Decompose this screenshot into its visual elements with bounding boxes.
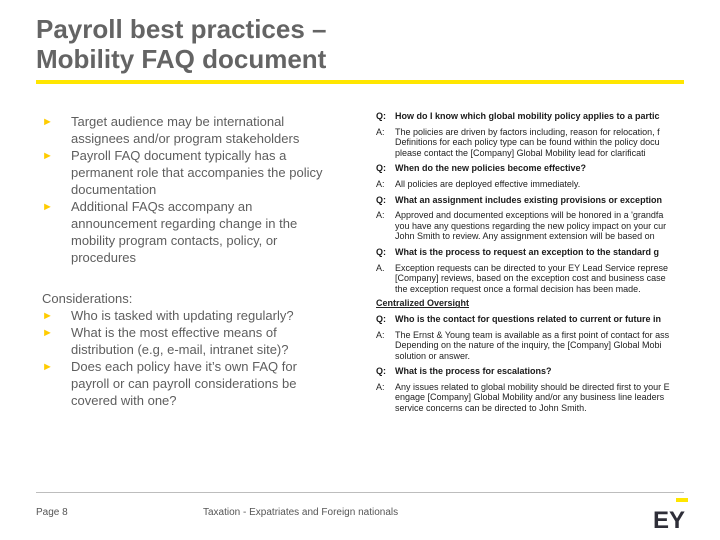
faq-row-text: [Company] reviews, based on the exception cost and business case [395,273,666,284]
faq-answer-row [376,137,671,148]
faq-row-label: A: [376,178,385,189]
faq-answer-row [376,351,671,362]
faq-row-label: Q: [376,366,386,377]
faq-row-label [376,137,395,148]
triangle-bullet-icon: ► [42,327,53,339]
footer-divider [36,492,684,493]
faq-question-row [376,366,671,377]
faq-row-text: John Smith to review. Any assignment extension will be based on [395,231,655,242]
faq-row-text: service concerns can be directed to John Smith. [395,403,587,414]
faq-row-label [376,284,395,295]
faq-answer-row [376,127,671,138]
faq-question-row [376,163,671,174]
faq-row-label [376,221,395,232]
faq-row-label: A: [376,381,385,392]
faq-row-label [376,340,395,351]
faq-row-text: Any issues related to global mobility should be directed first to your E [395,381,670,392]
faq-answer-row [376,263,671,274]
faq-row-text: solution or answer. [395,350,471,361]
triangle-bullet-icon: ► [42,310,53,322]
faq-row-label: A. [376,262,385,273]
faq-question-row [376,111,671,122]
faq-answer-row [376,284,671,295]
faq-row-label [376,351,395,362]
faq-answer-row [376,382,671,393]
faq-answer-row [376,340,671,351]
faq-row-label: Q: [376,246,386,257]
faq-row-label: A: [376,210,385,221]
bullet-item: ► Payroll FAQ document typically has a permanent role that accompanies the policy documentation [42,148,323,197]
triangle-bullet-icon: ► [42,361,53,373]
faq-row-text: All policies are deployed effective immediately. [395,178,581,189]
faq-row-text: What is the process for escalations? [395,366,552,377]
faq-answer-row [376,221,671,232]
faq-document-excerpt [376,106,671,488]
faq-row-text: Who is the contact for questions related to current or future in [395,313,662,324]
faq-answer-row [376,148,671,159]
faq-row-label [376,273,395,284]
bullet-item: ► Additional FAQs accompany an announcement regarding change in the mobility program contacts, policy, or procedures [42,199,298,265]
faq-row-text: The Ernst & Young team is available as a first point of contact for ass [395,329,670,340]
title-line-1: Payroll best practices – [36,14,327,44]
faq-row-text: engage [Company] Global Mobility and/or any business line leaders [395,392,665,403]
bullet-item: ► Target audience may be international assignees and/or program stakeholders [42,114,300,146]
faq-question-row [376,195,671,206]
footer-caption: Taxation - Expatriates and Foreign nationals [203,507,399,518]
bullet-item: ► Who is tasked with updating regularly? [42,308,294,323]
triangle-bullet-icon: ► [42,116,53,128]
triangle-bullet-icon: ► [42,150,53,162]
faq-row-label [376,231,395,242]
faq-row-text: the exception request once a formal decision has been made. [395,283,641,294]
faq-row-text: you have any questions regarding the new policy impact on your cur [395,220,667,231]
faq-answer-row [376,330,671,341]
faq-row-label: Q: [376,194,386,205]
faq-answer-row [376,392,671,403]
faq-row-text: Approved and documented exceptions will be honored in a 'grandfa [395,210,664,221]
page-number: Page 8 [36,507,68,518]
faq-row-text: Definitions for each policy type can be found within the policy docu [395,137,660,148]
faq-row-label: A: [376,126,385,137]
slide-title [36,14,436,74]
ey-logo-icon [652,498,688,530]
faq-question-row [376,314,671,325]
faq-row-text: How do I know which global mobility policy applies to a partic [395,111,660,121]
faq-row-text: Depending on the nature of the inquiry, the [Company] Global Mobi [395,340,662,351]
faq-row-label [376,392,395,403]
faq-row-text: please contact the [Company] Global Mobility lead for clarificati [395,147,646,158]
considerations-heading: Considerations: [42,291,133,306]
faq-answer-row [376,179,671,190]
faq-row-label: Q: [376,163,386,174]
faq-row-text: What is the process to request an exception to the standard g [395,246,660,257]
faq-row-text: Exception requests can be directed to your EY Lead Service represe [395,262,668,273]
faq-question-row [376,247,671,258]
left-text-column [42,113,332,409]
faq-answer-row [376,210,671,221]
bullet-list [42,113,332,266]
faq-row-text: When do the new policies become effective? [395,163,587,174]
logo-text: EY [653,507,686,530]
faq-row-label: Q: [376,313,386,324]
faq-row-label: Q: [376,111,386,121]
faq-section-heading: Centralized Oversight [376,298,470,309]
faq-row-text: What an assignment includes existing provisions or exception [395,194,663,205]
triangle-bullet-icon: ► [42,201,53,213]
faq-row-label [376,403,395,414]
faq-answer-row [376,273,671,284]
title-underline [36,80,684,84]
bullet-item: ► Does each policy have it’s own FAQ for payroll or can payroll considerations be covered with one? [42,359,297,408]
title-line-2: Mobility FAQ document [36,44,327,74]
faq-row-label: A: [376,329,385,340]
bullet-item: ► What is the most effective means of distribution (e.g, e-mail, intranet site)? [42,325,289,357]
faq-answer-row [376,231,671,242]
considerations-list [42,307,332,409]
faq-row-text: The policies are driven by factors including, reason for relocation, f [395,126,660,137]
faq-row-label [376,148,395,159]
faq-answer-row [376,403,671,414]
